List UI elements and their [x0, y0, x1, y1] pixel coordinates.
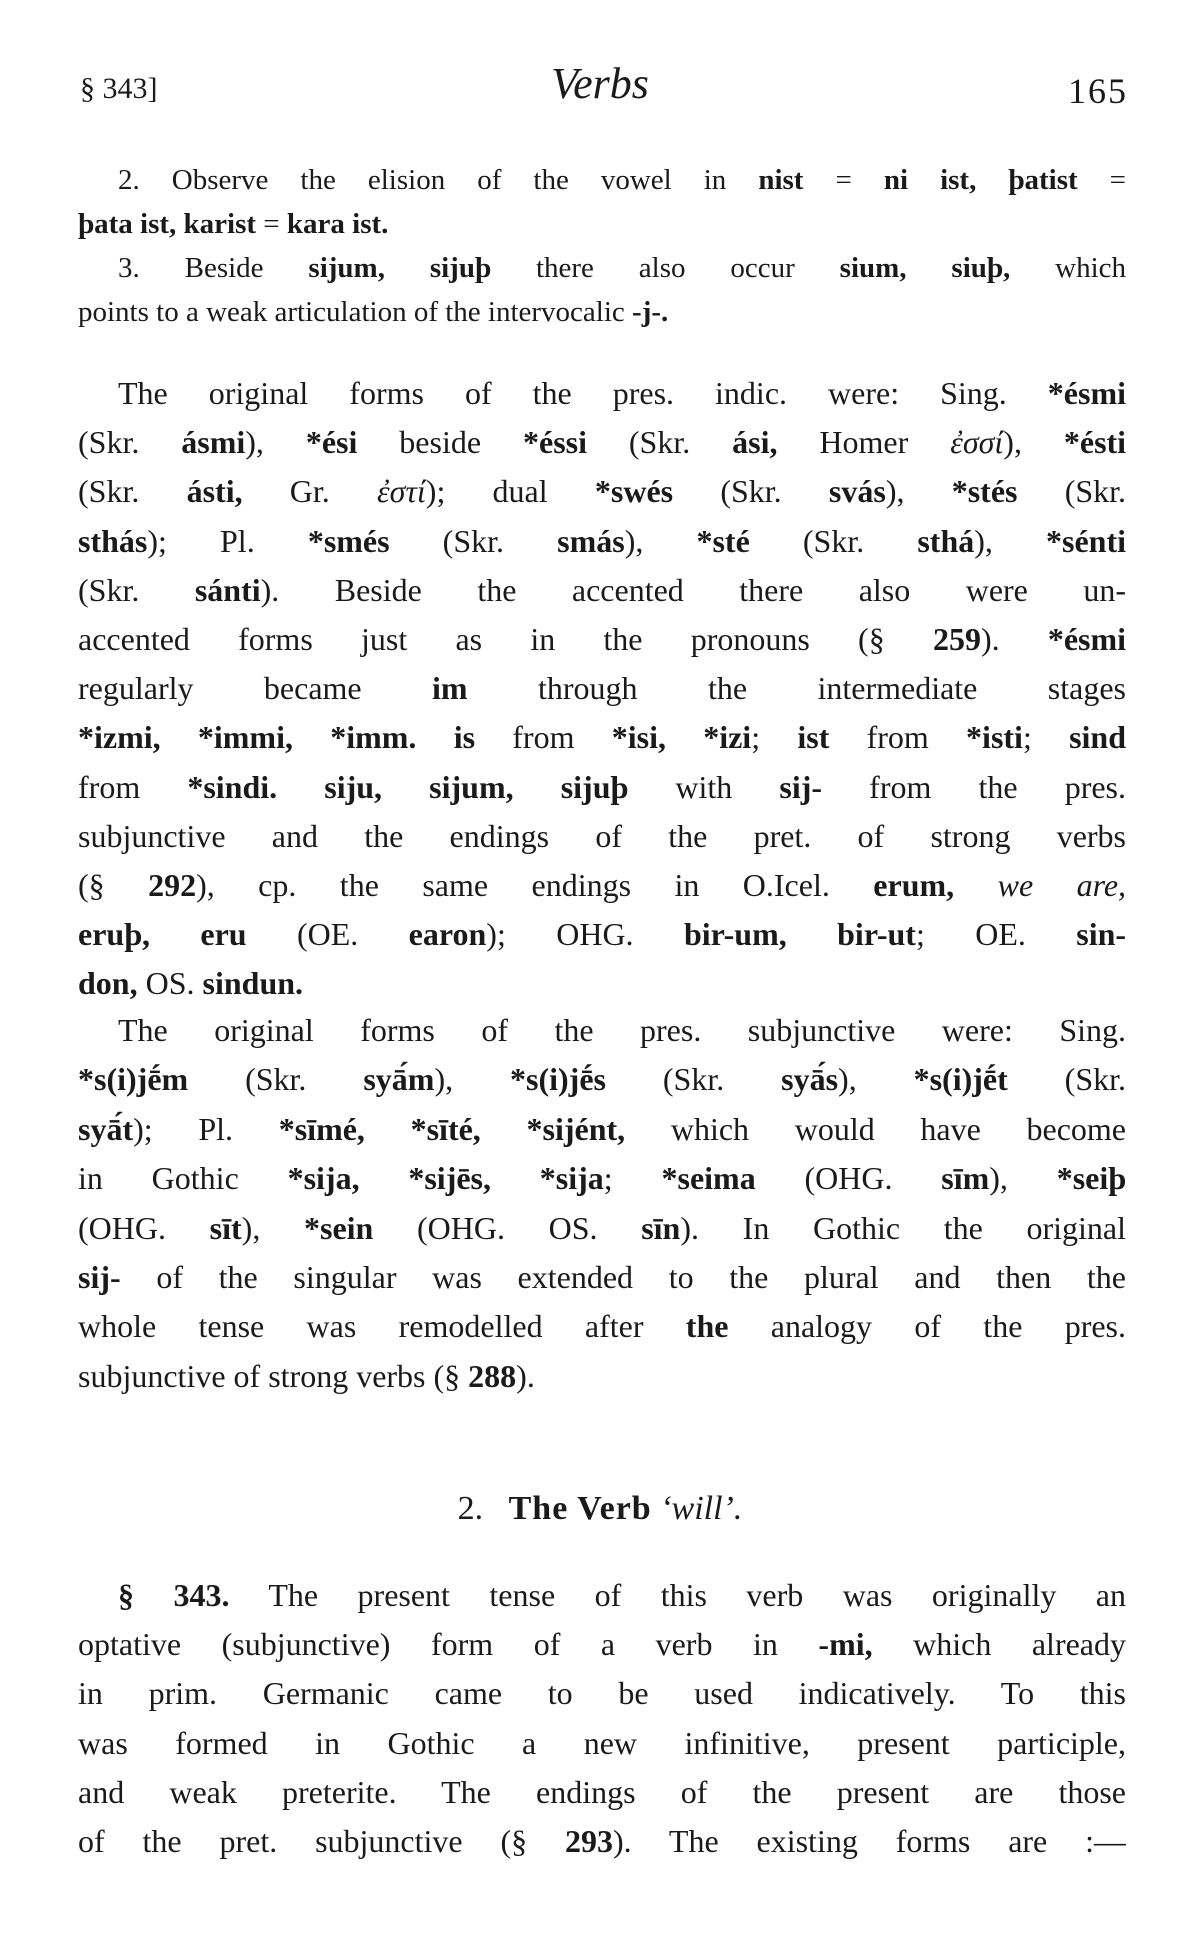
text-run: ; — [751, 719, 798, 756]
text-run — [277, 769, 324, 805]
heading-number: 2. — [457, 1490, 484, 1527]
para2-line — [78, 1255, 1126, 1299]
bold-term: is — [453, 719, 476, 756]
notes-line — [118, 246, 1126, 290]
heading-text: The Verb — [508, 1490, 652, 1527]
text-run: (Skr. — [389, 522, 558, 559]
bold-term: *sīmé, *sīté, *sijént, — [278, 1110, 626, 1147]
bold-term: *s(i)jḗs — [510, 1061, 606, 1098]
text-run: (Skr. — [605, 1061, 782, 1098]
text-run: points to a weak articulation of the intervocalic — [78, 296, 633, 328]
bold-term: kara ist. — [286, 208, 389, 240]
bold-term: sánti — [194, 571, 261, 608]
para2-line — [78, 1304, 1126, 1348]
bold-term: þatist — [1008, 164, 1078, 196]
notes-line — [118, 158, 1126, 202]
para2-line — [118, 1008, 1126, 1052]
text-run: (Skr. — [586, 424, 733, 461]
text-run: ; — [1022, 719, 1070, 756]
text-run: optative (subjunctive) form of a verb in — [78, 1626, 819, 1663]
para3-line — [118, 1573, 1126, 1617]
bold-term: syā́t — [78, 1110, 134, 1147]
text-run: ); Pl. — [147, 522, 308, 559]
para2-line — [78, 1107, 1126, 1151]
bold-term: sthá — [917, 522, 975, 559]
bold-term: *stés — [951, 473, 1018, 510]
text-run: in prim. Germanic came to be used indicatively. To this — [78, 1675, 1126, 1712]
bold-term: *isti — [966, 719, 1023, 756]
text-run: which already — [872, 1626, 1126, 1663]
text-run: ), — [245, 424, 306, 461]
text-run: ); OHG. — [486, 916, 684, 953]
text-run: ), — [1003, 424, 1064, 461]
italic-term: ἐσσί — [950, 424, 1004, 461]
notes-line — [78, 202, 1126, 246]
bold-term: ist — [797, 719, 830, 756]
text-run: Gr. — [242, 473, 378, 510]
text-run: from — [78, 768, 188, 805]
bold-term: smás — [557, 522, 625, 559]
text-run: (§ — [78, 867, 149, 903]
text-run: in Gothic — [78, 1160, 288, 1197]
bold-term: § 343. — [118, 1577, 230, 1613]
para2-line — [78, 1354, 1126, 1398]
bold-term: *ési — [305, 424, 358, 461]
bold-term: 259 — [932, 621, 981, 657]
text-run: ); dual — [425, 473, 595, 510]
text-run: (Skr. — [749, 522, 918, 559]
para2-line — [78, 1206, 1126, 1250]
text-run: was formed in Gothic a new infinitive, present participle, — [78, 1724, 1126, 1761]
bold-term: 293 — [564, 1823, 613, 1859]
bold-term: *ésmi — [1047, 375, 1126, 411]
running-head-title: Verbs — [551, 59, 649, 108]
text-run: ), — [989, 1160, 1057, 1197]
bold-term: earon — [408, 916, 487, 953]
bold-term: im — [432, 670, 468, 707]
bold-term: the — [685, 1308, 729, 1345]
text-run: regularly became — [78, 670, 433, 707]
page-number: 165 — [1068, 71, 1128, 111]
text-run: = — [803, 164, 884, 196]
bold-term: ni ist, — [883, 164, 977, 196]
para1-line — [78, 912, 1126, 956]
text-run: ), — [624, 522, 697, 559]
bold-term: þata ist, — [78, 208, 177, 240]
para1-line — [78, 666, 1126, 710]
text-run: ), — [434, 1061, 510, 1098]
para2-line — [78, 1156, 1126, 1200]
bold-term: ási, — [732, 424, 778, 461]
text-run — [954, 867, 997, 903]
bold-term: karist — [183, 208, 257, 240]
bold-term: sthás — [78, 522, 148, 559]
bold-term: siju, sijum, sijuþ — [324, 768, 629, 805]
bold-term: -mi, — [818, 1626, 873, 1663]
text-run: analogy of the pres. — [728, 1308, 1126, 1345]
para1-line — [78, 961, 1126, 1005]
bold-term: *sté — [696, 522, 750, 559]
text-run: from — [475, 719, 612, 756]
text-run: = — [1077, 164, 1126, 196]
text-run: (Skr. — [1007, 1061, 1126, 1098]
bold-term: *seima — [661, 1160, 756, 1197]
text-run: (OHG. — [78, 1209, 210, 1246]
bold-term: sin- — [1076, 916, 1126, 953]
text-run: whole tense was remodelled after — [78, 1308, 686, 1345]
text-run: subjunctive and the endings of the pret. of strong verbs — [78, 817, 1126, 854]
bold-term: *isi, *izi — [611, 719, 752, 756]
bold-term: *swés — [594, 473, 674, 510]
text-run: ); Pl. — [133, 1110, 279, 1147]
text-run: 2. Observe the elision of the vowel in — [118, 164, 759, 196]
text-run: of the singular was extended to the plural and then the — [120, 1259, 1126, 1295]
text-run: (Skr. — [673, 473, 829, 510]
text-run: ; — [603, 1160, 662, 1197]
bold-term: sium, siuþ, — [839, 252, 1011, 284]
text-run: which — [1010, 252, 1126, 284]
bold-term: *smés — [307, 522, 390, 559]
text-run — [176, 208, 183, 240]
heading-word: ‘will’. — [660, 1490, 743, 1527]
italic-term: ἐστί — [377, 473, 426, 510]
text-run: 3. Beside — [118, 252, 309, 284]
text-run: (Skr. — [188, 1061, 364, 1098]
text-run: ), cp. the same endings in O.Icel. — [196, 867, 874, 903]
bold-term: syā́m — [363, 1061, 435, 1098]
text-run: (Skr. — [1017, 473, 1126, 510]
text-run: subjunctive of strong verbs (§ — [78, 1357, 469, 1394]
text-run: ), — [885, 473, 952, 510]
para3-line — [78, 1819, 1126, 1863]
bold-term: sindun. — [202, 965, 304, 1002]
bold-term: *ésmi — [1047, 621, 1126, 657]
bold-term: *seiþ — [1056, 1160, 1126, 1197]
bold-term: syā́s — [781, 1061, 839, 1098]
bold-term: 292 — [148, 867, 197, 903]
bold-term: eruþ, eru — [78, 916, 247, 953]
text-run: ), — [974, 522, 1047, 559]
bold-term: *sein — [303, 1209, 374, 1246]
para1-line — [78, 469, 1126, 513]
bold-term: sind — [1069, 719, 1126, 756]
bold-term: ásmi — [181, 424, 246, 461]
text-run: and weak preterite. The endings of the present are those — [78, 1773, 1126, 1810]
bold-term: -j-. — [632, 296, 669, 328]
para1-line — [78, 863, 1126, 907]
text-run: ). In Gothic the original — [680, 1209, 1126, 1246]
text-run: beside — [357, 424, 523, 461]
para1-line — [78, 420, 1126, 464]
text-run: ), — [838, 1061, 914, 1098]
bold-term: *s(i)jḗt — [913, 1061, 1008, 1098]
text-run: (OHG. — [755, 1160, 942, 1197]
text-run: The original forms of the pres. indic. were: Sing. — [118, 375, 1048, 411]
bold-term: sij- — [779, 768, 823, 805]
para3-line — [78, 1622, 1126, 1666]
text-run: ). — [516, 1357, 535, 1394]
text-run: (OE. — [246, 916, 409, 953]
text-run: with — [628, 768, 780, 805]
bold-term: svás — [828, 473, 886, 510]
bold-term: don, — [78, 965, 138, 1002]
para2-line — [78, 1057, 1126, 1101]
text-run: (Skr. — [78, 571, 195, 608]
text-run: The original forms of the pres. subjunctive were: Sing. — [118, 1012, 1126, 1048]
text-run: ; OE. — [915, 916, 1077, 953]
text-run: The present tense of this verb was originally an — [229, 1577, 1126, 1613]
bold-term: *s(i)jḗm — [78, 1061, 189, 1098]
text-run — [976, 164, 1008, 196]
bold-term: *sija, *sijēs, *sija — [287, 1160, 604, 1197]
bold-term: erum, — [873, 867, 955, 903]
bold-term: *sénti — [1046, 522, 1126, 559]
bold-term: sīt — [209, 1209, 242, 1246]
text-run: through the intermediate stages — [467, 670, 1126, 707]
text-run: from the pres. — [822, 768, 1126, 805]
bold-term: *izmi, *immi, *imm. — [78, 719, 417, 756]
bold-term: 288 — [468, 1357, 517, 1394]
bold-term: ásti, — [186, 473, 243, 510]
para1-line — [78, 568, 1126, 612]
text-run: ). The existing forms are :— — [612, 1823, 1126, 1859]
text-run: there also occur — [491, 252, 840, 284]
text-run: accented forms just as in the pronouns (§ — [78, 621, 933, 657]
bold-term: sij- — [78, 1259, 121, 1295]
bold-term: sīn — [641, 1209, 681, 1246]
text-run: ). — [980, 621, 1048, 657]
para1-line — [118, 371, 1126, 415]
bold-term: *ésti — [1063, 424, 1126, 461]
bold-term: nist — [758, 164, 804, 196]
text-run: = — [256, 208, 287, 240]
text-run: (OHG. OS. — [373, 1209, 642, 1246]
text-run: of the pret. subjunctive (§ — [78, 1823, 565, 1859]
text-run: from — [829, 719, 967, 756]
bold-term: sīm — [941, 1160, 990, 1197]
bold-term: bir-um, bir-ut — [683, 916, 916, 953]
bold-term: *éssi — [522, 424, 587, 461]
para3-line — [78, 1721, 1126, 1765]
para1-line — [78, 715, 1126, 759]
text-run — [416, 719, 453, 755]
text-run: ). Beside the accented there also were un- — [260, 571, 1126, 608]
italic-term: we are, — [997, 867, 1126, 903]
para1-line — [78, 519, 1126, 563]
bold-term: *sindi. — [187, 768, 278, 805]
para3-line — [78, 1770, 1126, 1814]
para1-line — [78, 765, 1126, 809]
text-run: which would have become — [625, 1110, 1126, 1147]
text-run: (Skr. — [78, 424, 182, 461]
notes-line — [78, 290, 1126, 334]
text-run: ), — [241, 1209, 304, 1246]
para3-line — [78, 1671, 1126, 1715]
para1-line — [78, 617, 1126, 661]
para1-line — [78, 814, 1126, 858]
running-head-section: § 343] — [80, 72, 158, 105]
bold-term: sijum, sijuþ — [308, 252, 492, 284]
text-run: OS. — [137, 965, 203, 1002]
section-heading — [0, 1490, 1200, 1528]
text-run: (Skr. — [78, 473, 187, 510]
text-run: Homer — [777, 424, 951, 461]
